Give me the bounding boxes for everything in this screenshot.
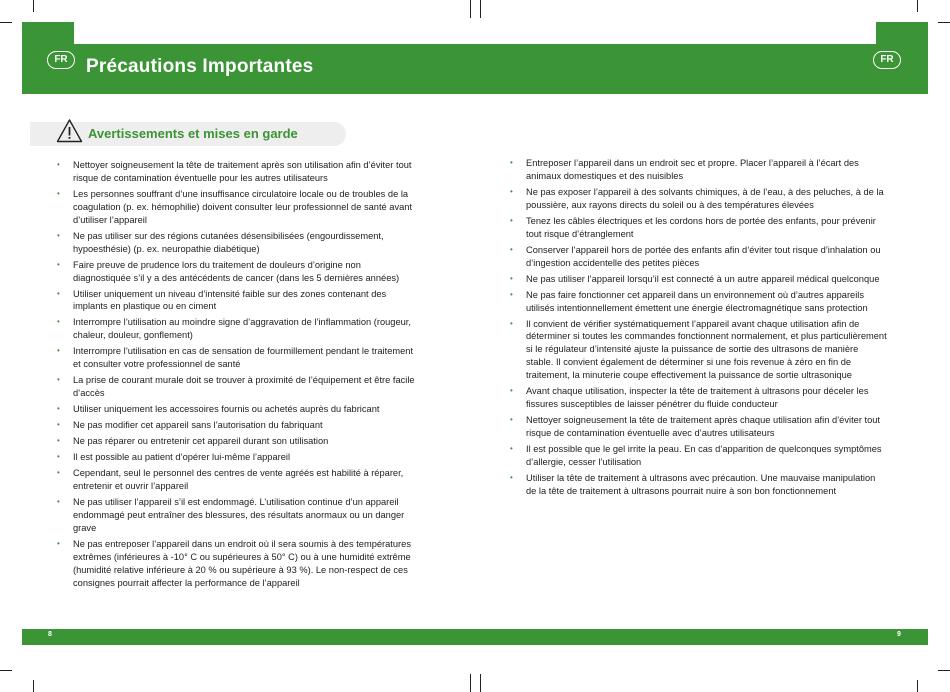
list-item: • Ne pas utiliser sur des régions cutanées désensibilisées (engourdissement, hypoesthésie) (p. ex. neuropathie diabétique) [57, 230, 417, 256]
list-item: • Utiliser la tête de traitement à ultrasons avec précaution. Une mauvaise manipulation de la tête de traitement à ultrasons pourrait nuire à son bon fonctionnement [510, 472, 888, 498]
header-tab-right [876, 22, 928, 46]
crop-mark [33, 680, 34, 692]
header-tab-left [22, 22, 74, 46]
crop-mark [917, 680, 918, 692]
warnings-list-left [57, 159, 417, 593]
list-item: • La prise de courant murale doit se trouver à proximité de l’équipement et être facile d’accès [57, 374, 417, 400]
page-number-left: 8 [48, 631, 52, 638]
list-item: • Interrompre l’utilisation en cas de sensation de fourmillement pendant le traitement et consulter votre professionnel de santé [57, 345, 417, 371]
list-item: • Il convient de vérifier systématiquement l’appareil avant chaque utilisation afin de déterminer si toutes les commandes fonctionnent normalement, et plus particulièrement si le régulateur d’intensité ajuste la puissance de sortie des ultrasons de manière stable. Il convient également de déterminer si une fois revenue à zéro en fin de traitement, la minuterie coupe effectivement la puissance de sortie ultrasonique [510, 318, 888, 383]
list-item: • Il est possible que le gel irrite la peau. En cas d’apparition de quelconques symptômes d’allergie, cesser l’utilisation [510, 443, 888, 469]
page-number-right: 9 [897, 631, 901, 638]
page-title: Précautions Importantes [86, 56, 314, 77]
crop-mark [938, 670, 950, 671]
list-item: • Ne pas exposer l’appareil à des solvants chimiques, à de l’eau, à des peluches, à de la poussière, aux rayons directs du soleil ou à des températures élevées [510, 186, 888, 212]
crop-mark [938, 22, 950, 23]
list-item: • Utiliser uniquement les accessoires fournis ou achetés auprès du fabricant [57, 403, 417, 416]
language-badge-right: FR [873, 51, 901, 69]
list-item: • Faire preuve de prudence lors du traitement de douleurs d’origine non diagnostiquée s’il y a des antécédents de cancer (dans les 5 dernières années) [57, 259, 417, 285]
list-item: • Interrompre l’utilisation au moindre signe d’aggravation de l’inflammation (rougeur, chaleur, douleur, gonflement) [57, 316, 417, 342]
warnings-list-right [510, 157, 888, 501]
language-badge-left: FR [47, 51, 75, 69]
crop-mark [33, 0, 34, 12]
footer-bar [22, 629, 928, 645]
crop-mark [470, 0, 471, 18]
list-item: • Ne pas faire fonctionner cet appareil dans un environnement où d’autres appareils utilisés intentionnellement émettent une énergie électromagnétique sans protection [510, 289, 888, 315]
warning-triangle-icon [56, 118, 83, 143]
list-item: • Les personnes souffrant d’une insuffisance circulatoire locale ou de troubles de la coagulation (p. ex. hémophilie) doivent consulter leur professionnel de santé avant d’utiliser l’appareil [57, 188, 417, 227]
list-item: • Ne pas utiliser l’appareil s’il est endommagé. L’utilisation continue d’un appareil endommagé peut entraîner des blessures, des résultats anormaux ou un danger grave [57, 496, 417, 535]
list-item: • Il est possible au patient d’opérer lui-même l’appareil [57, 451, 417, 464]
list-item: • Conserver l’appareil hors de portée des enfants afin d’éviter tout risque d’inhalation ou d’ingestion accidentelle des petites pièces [510, 244, 888, 270]
crop-mark [480, 0, 481, 18]
section-title: Avertissements et mises en garde [88, 126, 298, 141]
list-item: • Nettoyer soigneusement la tête de traitement après son utilisation afin d’éviter tout risque de contamination éventuelle pour les autres utilisateurs [57, 159, 417, 185]
crop-mark [0, 22, 12, 23]
crop-mark [917, 0, 918, 12]
list-item: • Ne pas entreposer l’appareil dans un endroit où il sera soumis à des températures extrêmes (inférieures à -10° C ou supérieures à 50° C) ou à une humidité extrême (humidité relative inférieure à 20 % ou supérieure à 93 %). Le non-respect de ces consignes pourrait affecter la performance de l’appareil [57, 538, 417, 590]
list-item: • Avant chaque utilisation, inspecter la tête de traitement à ultrasons pour déceler les fissures susceptibles de laisser pénétrer du fluide conducteur [510, 385, 888, 411]
list-item: • Ne pas réparer ou entretenir cet appareil durant son utilisation [57, 435, 417, 448]
list-item: • Nettoyer soigneusement la tête de traitement après chaque utilisation afin d’éviter tout risque de contamination éventuelle avec d’autres utilisateurs [510, 414, 888, 440]
list-item: • Tenez les câbles électriques et les cordons hors de portée des enfants, pour prévenir tout risque d’étranglement [510, 215, 888, 241]
list-item: • Cependant, seul le personnel des centres de vente agréés est habilité à réparer, entretenir et ouvrir l’appareil [57, 467, 417, 493]
list-item: • Utiliser uniquement un niveau d’intensité faible sur des zones contenant des implants en plastique ou en ciment [57, 288, 417, 314]
list-item: • Ne pas modifier cet appareil sans l’autorisation du fabriquant [57, 419, 417, 432]
crop-mark [470, 674, 471, 692]
crop-mark [480, 674, 481, 692]
list-item: • Entreposer l’appareil dans un endroit sec et propre. Placer l’appareil à l’écart des animaux domestiques et des nuisibles [510, 157, 888, 183]
list-item: • Ne pas utiliser l’appareil lorsqu’il est connecté à un autre appareil médical quelconque [510, 273, 888, 286]
crop-mark [0, 670, 12, 671]
